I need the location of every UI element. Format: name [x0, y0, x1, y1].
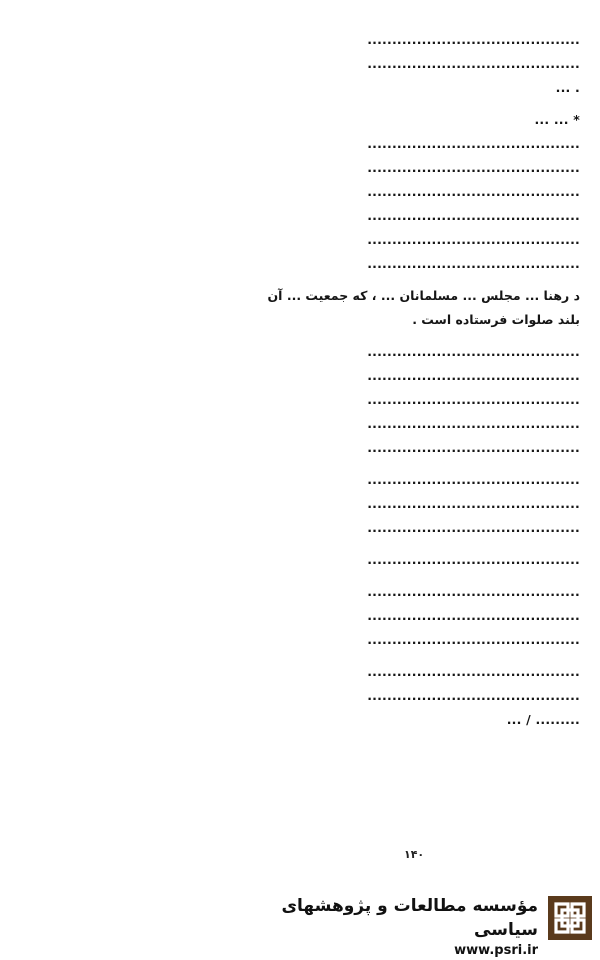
document-line: ...........................................	[367, 184, 580, 199]
publisher-footer	[270, 894, 596, 958]
document-line: ...........................................	[367, 160, 580, 175]
document-line: * ... ...	[534, 112, 580, 127]
document-line: ...........................................	[367, 440, 580, 455]
document-line: ...........................................	[367, 32, 580, 47]
document-line: ...........................................	[367, 136, 580, 151]
document-line: د رهنا ... مجلس ... مسلمانان ... ، که جمعیت ... آن	[267, 288, 580, 303]
institute-brand	[268, 894, 538, 960]
document-line: ...........................................	[367, 632, 580, 647]
document-line: ...........................................	[367, 368, 580, 383]
document-line: بلند صلوات فرستاده است .	[412, 312, 580, 327]
document-line: ...........................................	[367, 232, 580, 247]
document-line: ...........................................	[367, 664, 580, 679]
document-line: ...........................................	[367, 584, 580, 599]
document-body	[20, 28, 580, 732]
document-line: ......... / ...	[506, 712, 580, 727]
handwritten-page-mark: ۱۴۰	[404, 848, 425, 861]
document-line: ...........................................	[367, 688, 580, 703]
document-line: ...........................................	[367, 496, 580, 511]
document-line: ...........................................	[367, 392, 580, 407]
document-line: ...........................................	[367, 344, 580, 359]
institute-name: مؤسسه مطالعات و پژوهشهای سیاسی	[281, 896, 538, 940]
document-line: ...........................................	[367, 520, 580, 535]
institute-url-link[interactable]: www.psri.ir	[454, 943, 538, 958]
document-line: ...........................................	[367, 416, 580, 431]
document-line: ...........................................	[367, 608, 580, 623]
document-line: ...........................................	[367, 552, 580, 567]
document-line: ...........................................	[367, 472, 580, 487]
document-line: . ...	[555, 80, 580, 95]
document-line: ...........................................	[367, 208, 580, 223]
document-line: ...........................................	[367, 56, 580, 71]
institute-logo-icon	[548, 896, 592, 940]
document-line: ...........................................	[367, 256, 580, 271]
